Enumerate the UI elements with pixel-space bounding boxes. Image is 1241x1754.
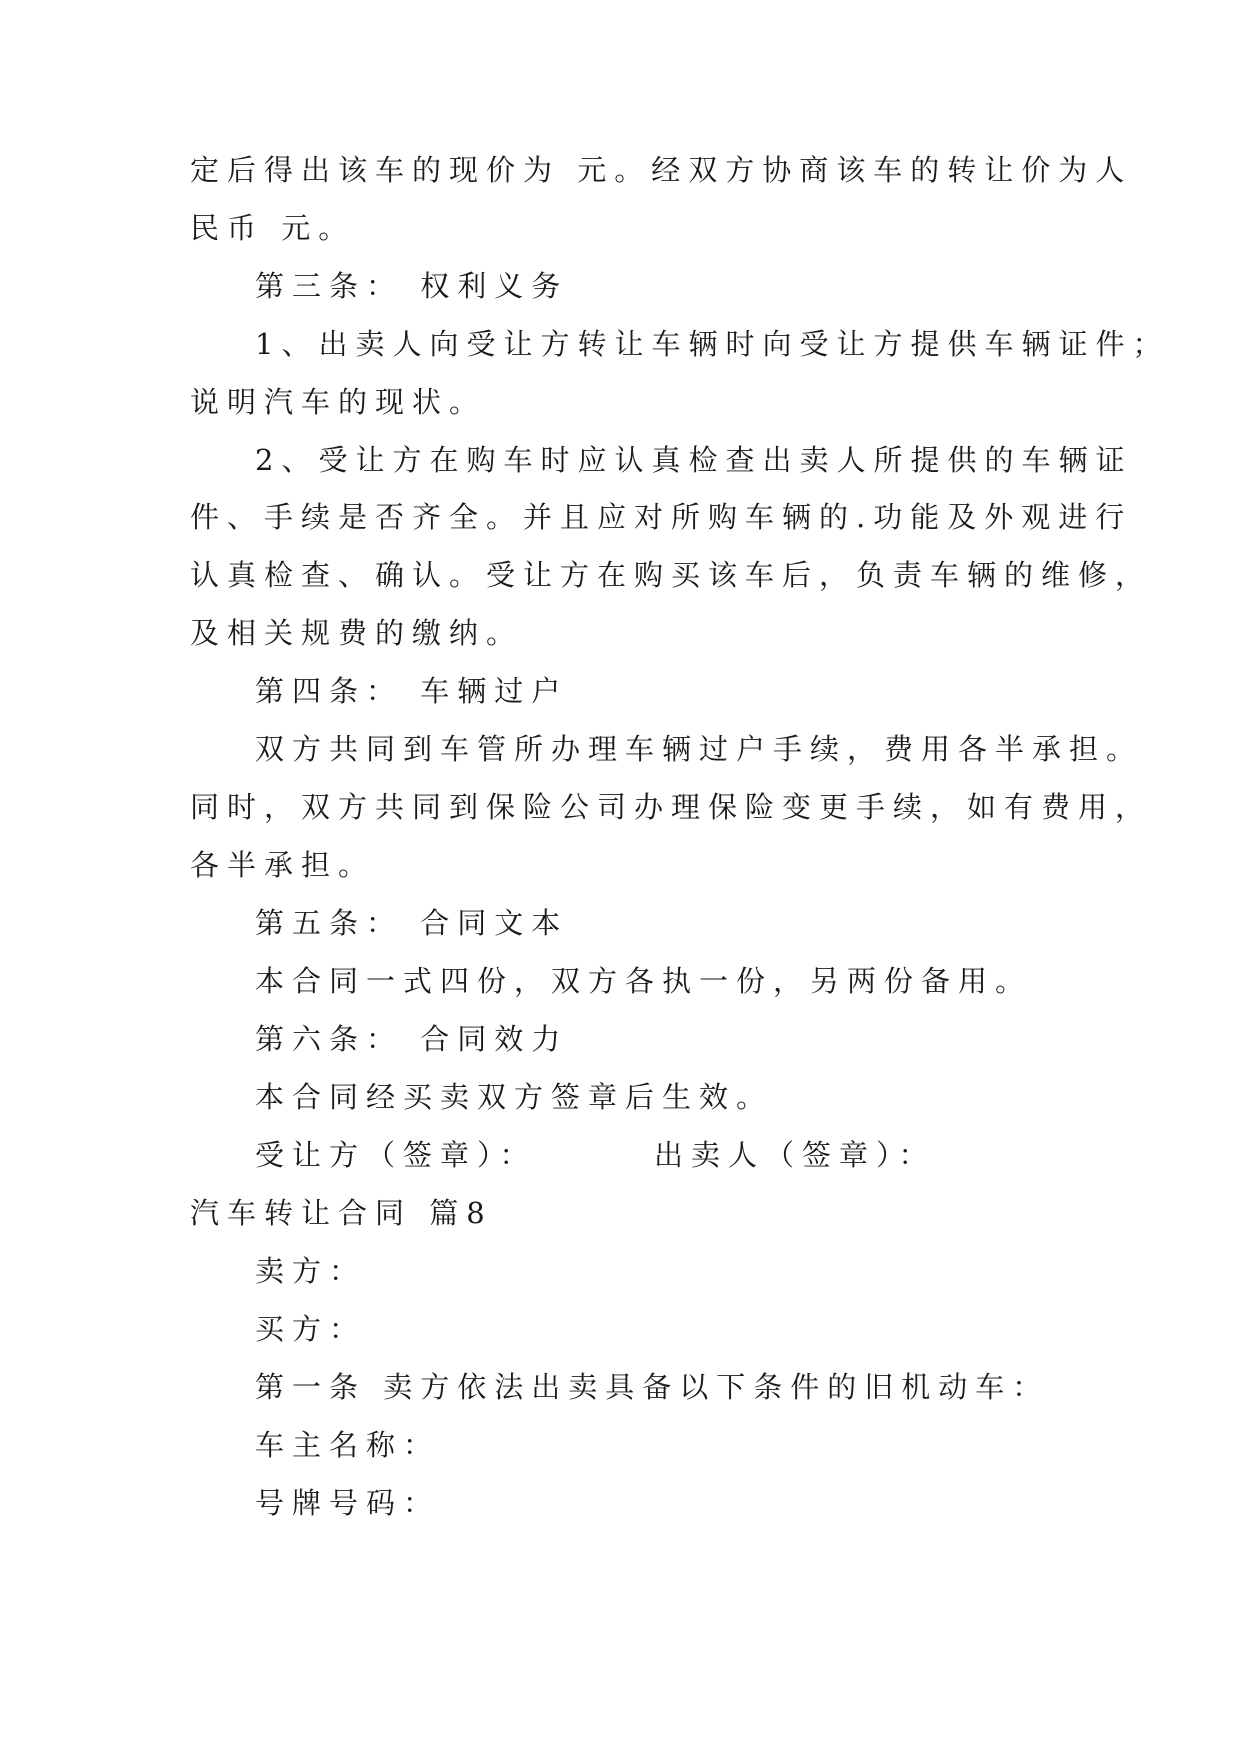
owner-name-label: 车主名称：	[255, 1428, 441, 1462]
plate-number-label: 号牌号码：	[255, 1486, 441, 1520]
body-text-line: 件、手续是否齐全。并且应对所购车辆的.功能及外观进行	[190, 500, 1133, 534]
article-heading: 第六条： 合同效力	[255, 1022, 569, 1056]
body-text-line: 同时，双方共同到保险公司办理保险变更手续，如有费用，	[190, 790, 1153, 824]
body-text-line: 本合同经买卖双方签章后生效。	[255, 1080, 774, 1114]
buyer-signature-label: 受让方（签章）：	[255, 1138, 537, 1172]
article-heading: 第三条： 权利义务	[255, 269, 569, 303]
article-heading: 第五条： 合同文本	[255, 906, 569, 940]
seller-signature-label: 出卖人（签章）：	[654, 1138, 936, 1172]
body-text-line: 认真检查、确认。受让方在购买该车后，负责车辆的维修，	[190, 558, 1153, 592]
body-text-line: 说明汽车的现状。	[190, 385, 487, 419]
body-text-line: 1、出卖人向受让方转让车辆时向受让方提供车辆证件；	[255, 327, 1170, 361]
body-text-line: 民币 元。	[190, 211, 356, 245]
buyer-field-label: 买方：	[255, 1312, 367, 1346]
article-heading: 第一条 卖方依法出卖具备以下条件的旧机动车：	[255, 1370, 1050, 1404]
body-text-line: 各半承担。	[190, 848, 376, 882]
body-text-line: 本合同一式四份，双方各执一份，另两份备用。	[255, 964, 1033, 998]
body-text-line: 及相关规费的缴纳。	[190, 616, 524, 650]
section-title: 汽车转让合同 篇8	[190, 1196, 493, 1230]
seller-field-label: 卖方：	[255, 1254, 367, 1288]
article-heading: 第四条： 车辆过户	[255, 674, 569, 708]
body-text-line: 双方共同到车管所办理车辆过户手续，费用各半承担。	[255, 732, 1144, 766]
body-text-line: 2、受让方在购车时应认真检查出卖人所提供的车辆证	[255, 443, 1133, 477]
body-text-line: 定后得出该车的现价为 元。经双方协商该车的转让价为人	[190, 153, 1133, 187]
